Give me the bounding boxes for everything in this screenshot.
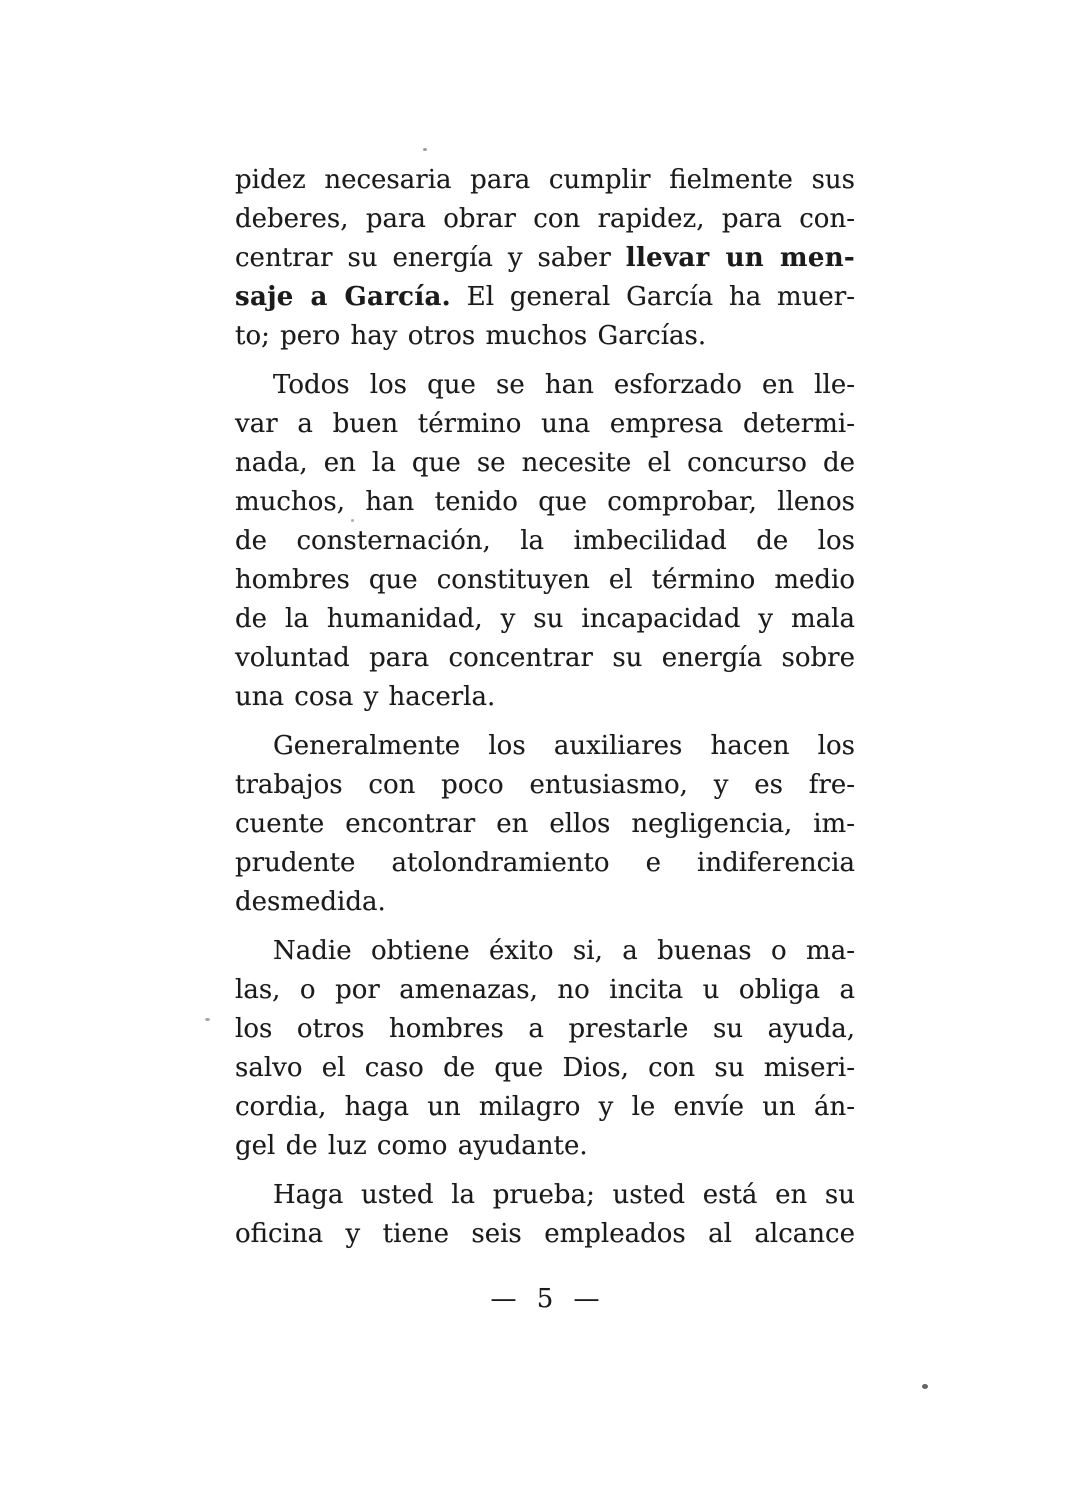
text-segment: El general García ha muer- — [451, 282, 855, 312]
text-line — [235, 805, 855, 844]
text-segment: oficina y tiene seis empleados al alcance — [235, 1219, 855, 1249]
text-line — [235, 932, 855, 971]
text-line — [235, 239, 855, 278]
text-line — [235, 405, 855, 444]
text-line — [235, 278, 855, 317]
page-number: — 5 — — [490, 1284, 600, 1314]
ink-speck — [351, 519, 354, 522]
paragraph — [235, 932, 855, 1166]
text-line — [235, 1215, 855, 1254]
text-segment: deberes, para obrar con rapidez, para con- — [235, 204, 855, 234]
text-line — [235, 161, 855, 200]
text-line — [235, 678, 855, 717]
text-line — [235, 1049, 855, 1088]
bold-emphasis: saje a García. — [235, 282, 451, 312]
paragraph — [235, 161, 855, 356]
paragraph — [235, 727, 855, 922]
bold-emphasis: llevar un men- — [625, 243, 855, 273]
text-segment: var a buen término una empresa determi- — [235, 409, 855, 439]
text-line — [235, 600, 855, 639]
text-segment: de consternación, la imbecilidad de los — [235, 526, 855, 556]
text-segment: Generalmente los auxiliares hacen los — [273, 731, 855, 761]
text-line — [235, 1127, 855, 1166]
text-segment: los otros hombres a prestarle su ayuda, — [235, 1014, 855, 1044]
text-segment: una cosa y hacerla. — [235, 682, 496, 712]
text-segment: desmedida. — [235, 887, 386, 917]
text-line — [235, 639, 855, 678]
text-segment: de la humanidad, y su incapacidad y mala — [235, 604, 855, 634]
text-line — [235, 366, 855, 405]
text-segment: las, o por amenazas, no incita u obliga a — [235, 975, 855, 1005]
body-text — [235, 161, 855, 1254]
text-line — [235, 844, 855, 883]
paragraph — [235, 1176, 855, 1254]
text-segment: hombres que constituyen el término medio — [235, 565, 855, 595]
text-segment: Haga usted la prueba; usted está en su — [273, 1180, 855, 1210]
text-segment: prudente atolondramiento e indiferencia — [235, 848, 855, 878]
text-line — [235, 1088, 855, 1127]
text-line — [235, 766, 855, 805]
text-segment: muchos, han tenido que comprobar, llenos — [235, 487, 855, 517]
text-segment: voluntad para concentrar su energía sobre — [235, 643, 855, 673]
text-line — [235, 971, 855, 1010]
ink-speck — [423, 148, 427, 151]
text-line — [235, 1010, 855, 1049]
text-segment: pidez necesaria para cumplir fielmente sus — [235, 165, 855, 195]
text-line — [235, 727, 855, 766]
ink-speck — [205, 1018, 210, 1021]
text-segment: Todos los que se han esforzado en lle- — [273, 370, 855, 400]
text-line — [235, 561, 855, 600]
text-segment: salvo el caso de que Dios, con su miseri- — [235, 1053, 855, 1083]
text-line — [235, 522, 855, 561]
text-segment: cordia, haga un milagro y le envíe un án- — [235, 1092, 855, 1122]
text-line — [235, 483, 855, 522]
text-line — [235, 444, 855, 483]
ink-speck — [922, 1384, 928, 1389]
text-segment: to; pero hay otros muchos Garcías. — [235, 321, 707, 351]
text-segment: Nadie obtiene éxito si, a buenas o ma- — [273, 936, 855, 966]
text-line — [235, 200, 855, 239]
paragraph — [235, 366, 855, 717]
text-line — [235, 317, 855, 356]
text-segment: centrar su energía y saber — [235, 243, 626, 273]
text-segment: nada, en la que se necesite el concurso de — [235, 448, 855, 478]
text-line — [235, 1176, 855, 1215]
text-segment: gel de luz como ayudante. — [235, 1131, 588, 1161]
text-line — [235, 883, 855, 922]
text-segment: cuente encontrar en ellos negligencia, im- — [235, 809, 855, 839]
text-segment: trabajos con poco entusiasmo, y es fre- — [235, 770, 855, 800]
